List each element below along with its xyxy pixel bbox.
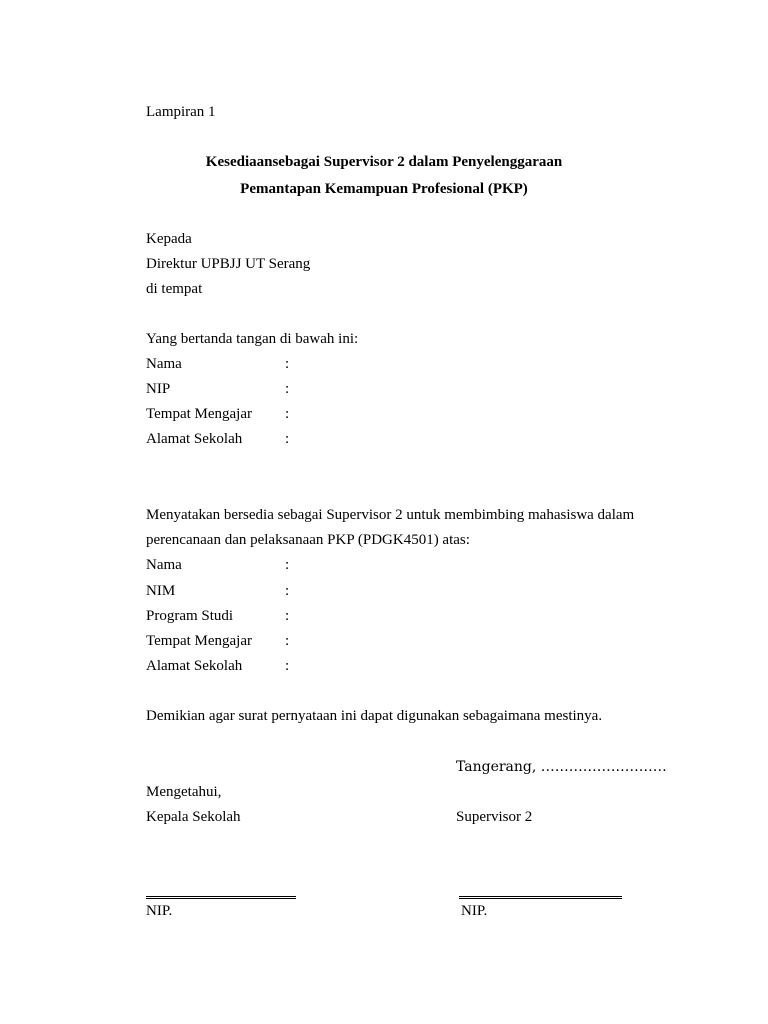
student-field-label: Tempat Mengajar (146, 633, 252, 649)
attachment-label: Lampiran 1 (146, 104, 216, 120)
student-field-colon: : (285, 583, 290, 599)
title-line-2: Pemantapan Kemampuan Profesional (PKP) (240, 181, 528, 197)
student-field-colon: : (285, 608, 290, 624)
principal-signature-line (146, 896, 296, 899)
title-line-1: Kesediaansebagai Supervisor 2 dalam Penyelenggaraan (205, 154, 563, 170)
signer-field-label: Alamat Sekolah (146, 431, 243, 447)
statement-line-1: Menyatakan bersedia sebagai Supervisor 2 untuk membimbing mahasiswa dalam (146, 507, 635, 523)
signer-field-label: Nama (146, 356, 182, 372)
student-field-label: Nama (146, 557, 182, 573)
signer-field-colon: : (285, 381, 290, 397)
student-field-label: Alamat Sekolah (146, 658, 243, 674)
student-field-label: Program Studi (146, 608, 234, 624)
signer-field-colon: : (285, 431, 290, 447)
signer-field-colon: : (285, 406, 290, 422)
supervisor-nip: NIP. (461, 903, 488, 919)
signer-field-label: Tempat Mengajar (146, 406, 252, 422)
principal-label: Kepala Sekolah (146, 809, 241, 825)
signer-field-colon: : (285, 356, 290, 372)
student-field-label: NIM (146, 583, 176, 599)
addressee-line-3: di tempat (146, 281, 203, 297)
student-field-colon: : (285, 658, 290, 674)
signer-field-label: NIP (146, 381, 171, 397)
student-field-colon: : (285, 633, 290, 649)
supervisor-label: Supervisor 2 (456, 809, 533, 825)
principal-nip: NIP. (146, 903, 173, 919)
statement-line-2: perencanaan dan pelaksanaan PKP (PDGK4501) atas: (146, 532, 470, 548)
signer-intro: Yang bertanda tangan di bawah ini: (146, 331, 359, 347)
supervisor-signature-line (459, 896, 622, 899)
student-field-colon: : (285, 557, 290, 573)
addressee-line-1: Kepada (146, 231, 192, 247)
addressee-line-2: Direktur UPBJJ UT Serang (146, 256, 311, 272)
acknowledged-label: Mengetahui, (146, 784, 222, 800)
place-date: Tangerang, ……………………… (456, 759, 667, 775)
closing-sentence: Demikian agar surat pernyataan ini dapat digunakan sebagaimana mestinya. (146, 708, 603, 724)
